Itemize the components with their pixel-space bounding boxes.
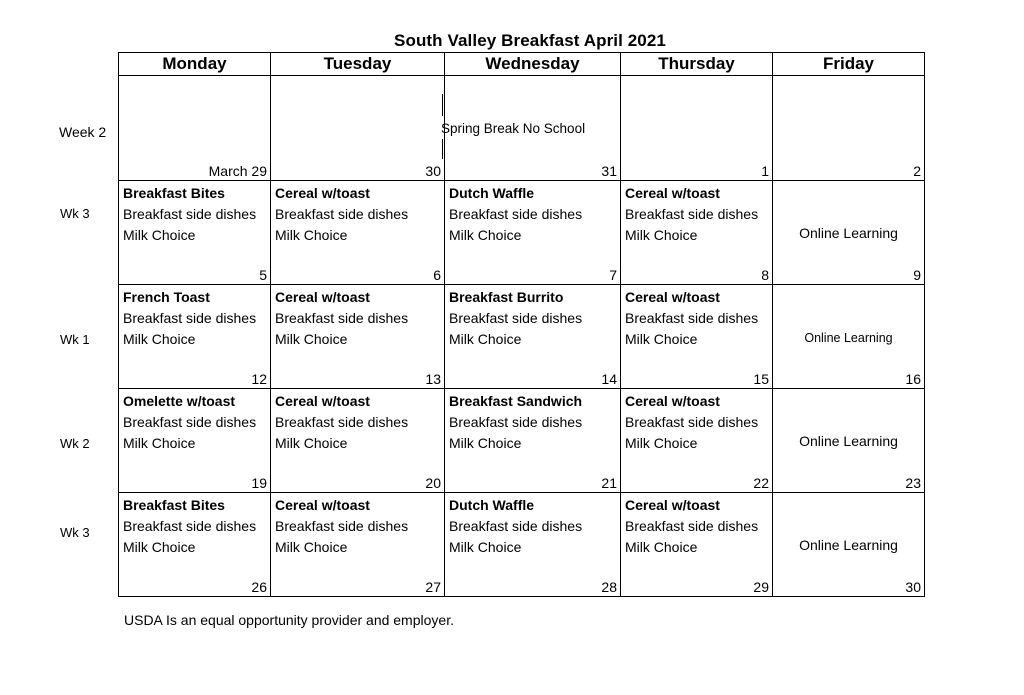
week-label: Wk 3 (60, 206, 90, 221)
menu-item: Milk Choice (625, 331, 698, 347)
day-cell (271, 493, 445, 597)
menu-entree: Cereal w/toast (275, 497, 370, 513)
menu-item: Breakfast side dishes (625, 310, 759, 326)
menu-entree: Breakfast Sandwich (449, 393, 583, 409)
date-number: 28 (601, 579, 617, 595)
menu-item: Breakfast side dishes (449, 310, 583, 326)
menu-item: Milk Choice (275, 227, 348, 243)
menu-item: Breakfast side dishes (625, 414, 759, 430)
menu-item: Milk Choice (275, 539, 348, 555)
menu-item: Milk Choice (625, 539, 698, 555)
day-cell (773, 76, 925, 181)
menu-items (123, 391, 268, 454)
week-label: Week 2 (59, 124, 107, 140)
menu-items (625, 391, 770, 454)
menu-item: Breakfast side dishes (275, 206, 409, 222)
spring-break-note: Spring Break No School (441, 121, 586, 136)
menu-items (275, 391, 442, 454)
menu-entree: Breakfast Bites (123, 185, 225, 201)
online-learning-note: Online Learning (804, 331, 893, 345)
date-number: 26 (251, 579, 267, 595)
menu-item: Breakfast side dishes (625, 206, 759, 222)
day-cell (773, 389, 925, 493)
menu-items (625, 287, 770, 350)
menu-item: Milk Choice (123, 435, 196, 451)
week-row (119, 493, 925, 597)
day-cell (621, 389, 773, 493)
date-number: March 29 (208, 163, 267, 179)
date-number: 20 (425, 475, 441, 491)
week-row (119, 181, 925, 285)
day-cell-content (271, 76, 444, 180)
day-cell (621, 76, 773, 181)
online-learning-note: Online Learning (799, 537, 898, 553)
menu-entree: Cereal w/toast (275, 289, 370, 305)
menu-item: Milk Choice (449, 539, 522, 555)
menu-item: Breakfast side dishes (449, 518, 583, 534)
day-cell-content (271, 285, 444, 388)
menu-entree: Dutch Waffle (449, 185, 535, 201)
menu-item: Milk Choice (123, 331, 196, 347)
online-learning-note: Online Learning (799, 433, 898, 449)
day-cell (119, 76, 271, 181)
menu-entree: Cereal w/toast (625, 497, 720, 513)
date-number: 8 (761, 267, 769, 283)
date-number: 29 (753, 579, 769, 595)
menu-item: Breakfast side dishes (275, 310, 409, 326)
menu-items (625, 495, 770, 558)
day-cell-content (119, 389, 270, 492)
menu-item: Breakfast side dishes (275, 414, 409, 430)
menu-entree: French Toast (123, 289, 210, 305)
page-title: South Valley Breakfast April 2021 (394, 31, 666, 50)
day-cell (773, 181, 925, 285)
day-cell (773, 493, 925, 597)
day-cell-content (445, 181, 620, 284)
menu-items (275, 495, 442, 558)
menu-item: Milk Choice (449, 435, 522, 451)
day-cell (119, 493, 271, 597)
menu-items (123, 287, 268, 350)
menu-items (449, 183, 618, 246)
menu-items (275, 183, 442, 246)
date-number: 15 (753, 371, 769, 387)
date-number: 9 (913, 267, 921, 283)
menu-entree: Cereal w/toast (625, 393, 720, 409)
menu-item: Breakfast side dishes (123, 414, 257, 430)
week-row (119, 389, 925, 493)
date-number: 23 (905, 475, 921, 491)
day-cell (119, 389, 271, 493)
day-header-row (119, 53, 925, 76)
day-cell (621, 181, 773, 285)
day-header-friday: Friday (773, 53, 925, 76)
date-number: 12 (251, 371, 267, 387)
menu-items (449, 495, 618, 558)
day-cell (621, 285, 773, 389)
menu-item: Milk Choice (449, 227, 522, 243)
spring-break-divider-top (442, 94, 443, 116)
menu-item: Breakfast side dishes (123, 206, 257, 222)
date-number: 22 (753, 475, 769, 491)
menu-item: Breakfast side dishes (449, 414, 583, 430)
menu-items (123, 183, 268, 246)
menu-entree: Omelette w/toast (123, 393, 236, 409)
day-cell (445, 493, 621, 597)
menu-entree: Breakfast Burrito (449, 289, 564, 305)
day-cell (271, 76, 445, 181)
day-cell-content (445, 389, 620, 492)
menu-item: Breakfast side dishes (625, 518, 759, 534)
day-cell (271, 181, 445, 285)
day-cell-content (621, 285, 772, 388)
day-cell-content (119, 181, 270, 284)
day-cell-content (445, 493, 620, 596)
day-cell-content (621, 76, 772, 180)
date-number: 21 (601, 475, 617, 491)
day-cell (271, 389, 445, 493)
day-header-thursday: Thursday (621, 53, 773, 76)
menu-item: Milk Choice (625, 227, 698, 243)
day-cell-content (119, 493, 270, 596)
menu-items (625, 183, 770, 246)
online-learning-note: Online Learning (799, 225, 898, 241)
day-cell (445, 181, 621, 285)
day-cell (773, 285, 925, 389)
menu-item: Milk Choice (625, 435, 698, 451)
day-cell (445, 389, 621, 493)
day-header-tuesday: Tuesday (271, 53, 445, 76)
menu-item: Breakfast side dishes (123, 310, 257, 326)
day-cell (119, 285, 271, 389)
day-cell-content (119, 285, 270, 388)
week-label: Wk 2 (60, 436, 90, 451)
day-cell-content (271, 181, 444, 284)
day-cell-content (445, 285, 620, 388)
menu-item: Milk Choice (123, 539, 196, 555)
usda-footer-note: USDA Is an equal opportunity provider and employer. (124, 612, 454, 628)
day-cell-content (773, 76, 924, 180)
menu-entree: Cereal w/toast (275, 185, 370, 201)
week-label: Wk 3 (60, 525, 90, 540)
menu-item: Breakfast side dishes (275, 518, 409, 534)
day-cell-content (773, 181, 924, 284)
menu-items (449, 391, 618, 454)
day-cell-content (773, 493, 924, 596)
date-number: 5 (259, 267, 267, 283)
day-cell (119, 181, 271, 285)
menu-items (449, 287, 618, 350)
date-number: 1 (761, 163, 769, 179)
day-cell-content (621, 493, 772, 596)
day-cell-content (621, 181, 772, 284)
menu-entree: Cereal w/toast (625, 289, 720, 305)
spring-break-divider-bottom (442, 139, 443, 159)
menu-item: Breakfast side dishes (123, 518, 257, 534)
date-number: 30 (425, 163, 441, 179)
date-number: 2 (913, 163, 921, 179)
date-number: 31 (601, 163, 617, 179)
date-number: 7 (609, 267, 617, 283)
day-cell (621, 493, 773, 597)
date-number: 30 (905, 579, 921, 595)
date-number: 19 (251, 475, 267, 491)
menu-entree: Cereal w/toast (625, 185, 720, 201)
menu-item: Milk Choice (275, 331, 348, 347)
day-cell (271, 285, 445, 389)
day-cell (445, 285, 621, 389)
day-cell-content (119, 76, 270, 180)
menu-item: Breakfast side dishes (449, 206, 583, 222)
menu-item: Milk Choice (449, 331, 522, 347)
menu-items (123, 495, 268, 558)
day-cell-content (621, 389, 772, 492)
day-header-monday: Monday (119, 53, 271, 76)
day-header-wednesday: Wednesday (445, 53, 621, 76)
day-cell-content (271, 389, 444, 492)
date-number: 6 (433, 267, 441, 283)
menu-item: Milk Choice (275, 435, 348, 451)
menu-entree: Breakfast Bites (123, 497, 225, 513)
day-cell-content (271, 493, 444, 596)
date-number: 27 (425, 579, 441, 595)
date-number: 14 (601, 371, 617, 387)
day-cell-content (773, 285, 924, 388)
menu-items (275, 287, 442, 350)
date-number: 13 (425, 371, 441, 387)
week-label: Wk 1 (60, 332, 90, 347)
menu-entree: Dutch Waffle (449, 497, 535, 513)
day-cell-content (773, 389, 924, 492)
date-number: 16 (905, 371, 921, 387)
week-row (119, 285, 925, 389)
menu-item: Milk Choice (123, 227, 196, 243)
menu-entree: Cereal w/toast (275, 393, 370, 409)
